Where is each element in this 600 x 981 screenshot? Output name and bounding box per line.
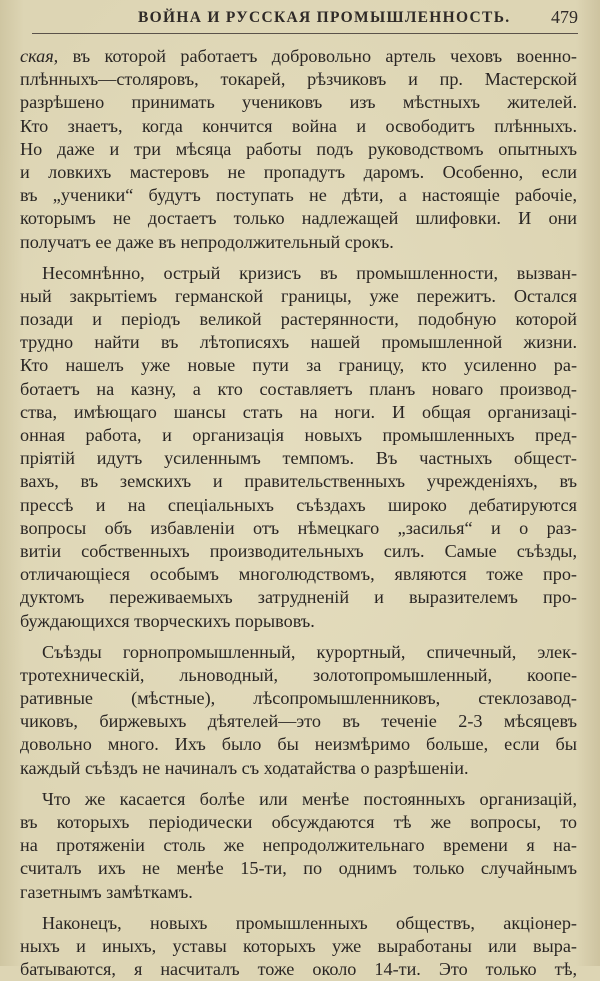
paragraph — [20, 45, 577, 254]
paragraph — [20, 912, 577, 981]
text-line: Кто знаетъ, когда кончится война и освободитъ плѣнныхъ. — [20, 115, 577, 136]
text-line: плѣнныхъ—столяровъ, токарей, рѣзчиковъ и пр. Мастерской — [20, 69, 577, 90]
text-line: буждающихся творческихъ порывовъ. — [20, 610, 315, 631]
text-line: позади и періодъ великой растерянности, подобную которой — [20, 309, 577, 330]
text-line: которымъ не достаетъ только надлежащей шлифовки. И они — [20, 208, 577, 229]
text-line: ства, имѣющаго шансы стать на ноги. И общая организаці- — [20, 401, 577, 422]
italic-word: ская, — [20, 46, 59, 66]
running-title: ВОЙНА И РУССКАЯ ПРОМЫШЛЕННОСТЬ. — [138, 9, 511, 26]
text-line: каждый съѣздъ не начиналъ съ ходатайства о разрѣшеніи. — [20, 757, 469, 778]
text-line: въ которыхъ періодически обсуждаются тѣ же вопросы, то — [20, 812, 577, 832]
text-line: получатъ ее даже въ непродолжительный срокъ. — [20, 231, 394, 252]
text-line: вахъ, въ земскихъ и правительственныхъ учрежденіяхъ, въ — [20, 471, 577, 492]
text-line: пріятій идутъ усиленнымъ темпомъ. Въ частныхъ общест- — [20, 448, 577, 469]
text-line: и ловкихъ мастеровъ не пропадутъ даромъ. Особенно, если — [20, 161, 577, 182]
paragraph — [20, 262, 577, 633]
text-line: ботаетъ на казну, а кто составляетъ планъ новаго производ- — [20, 378, 577, 399]
page-body — [20, 45, 577, 981]
text-line: батываются, я насчиталъ тоже около 14-ти. Это только тѣ, — [20, 959, 577, 980]
text-line: витіи собственныхъ производительныхъ силъ. Самые съѣзды, — [20, 540, 577, 561]
text-line: вопросы объ избавленіи отъ нѣмецкаго „засилья“ и о раз- — [20, 517, 577, 538]
page-number: 479 — [551, 7, 578, 27]
text-line: прессѣ и на спеціальныхъ съѣздахъ широко дебатируются — [20, 494, 577, 515]
text-line: считалъ ихъ не менѣе 15-ти, по однимъ только случайнымъ — [20, 858, 577, 879]
text-line: отличающіеся особымъ многолюдствомъ, являются тоже про- — [20, 564, 577, 585]
text-line: ныхъ и иныхъ, уставы которыхъ уже выработаны или выра- — [20, 935, 577, 956]
text-line: разрѣшено принимать учениковъ изъ мѣстныхъ жителей. — [20, 92, 577, 113]
text-line: Наконецъ, новыхъ промышленныхъ обществъ, акціонер- — [42, 912, 577, 933]
text-line: газетнымъ замѣткамъ. — [20, 881, 193, 902]
text-line: тротехническій, льноводный, золотопромышленный, коопе- — [20, 664, 577, 685]
text-line: Но даже и три мѣсяца работы подъ руководствомъ опытныхъ — [20, 138, 577, 159]
text-line: ская, въ которой работаетъ добровольно артель чеховъ военно- — [20, 46, 577, 66]
header-rule — [32, 33, 578, 34]
text-line: Съѣзды горнопромышленный, курортный, спичечный, элек- — [42, 641, 577, 662]
paragraph — [20, 788, 577, 904]
text-line: въ „ученики“ будутъ поступать не дѣти, а настоящіе рабочіе, — [20, 185, 577, 206]
text-line: ный закрытіемъ германской границы, уже пережитъ. Остался — [20, 285, 577, 306]
text-line: Несомнѣнно, острый кризисъ въ промышленности, вызван- — [42, 262, 577, 283]
text-line: довольно много. Ихъ было бы неизмѣримо больше, если бы — [20, 734, 577, 755]
text-line: онная работа, и организація новыхъ промышленныхъ пред- — [20, 425, 577, 445]
text-line: трудно найти въ лѣтописяхъ нашей промышленной жизни. — [20, 332, 577, 353]
text-line: Что же касается болѣе или менѣе постоянныхъ организацій, — [42, 788, 577, 809]
text-line: чиковъ, биржевыхъ дѣятелей—это въ теченіе 2-3 мѣсяцевъ — [20, 711, 577, 732]
text-line: дуктомъ переживаемыхъ затрудненій и выразителемъ про- — [20, 587, 577, 608]
running-header — [20, 0, 578, 36]
text-line: ративные (мѣстные), лѣсопромышленниковъ, стеклозавод- — [20, 688, 577, 709]
paragraph — [20, 641, 577, 780]
text-line: Кто нашелъ уже новые пути за границу, кто усиленно ра- — [20, 355, 577, 376]
text-line: на протяженіи столь же непродолжительнаго времени я на- — [20, 835, 577, 856]
